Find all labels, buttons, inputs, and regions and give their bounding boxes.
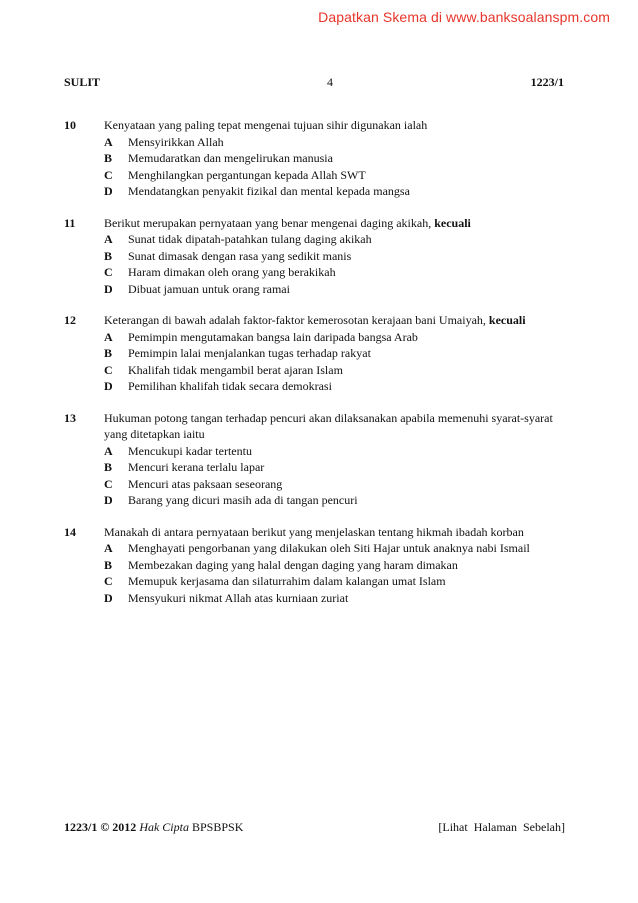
- question-stem-text: Manakah di antara pernyataan berikut yang menjelaskan tentang hikmah ibadah korban: [104, 524, 524, 539]
- option-text: Pemimpin lalai menjalankan tugas terhadap rakyat: [128, 346, 371, 360]
- question-number: 14: [64, 524, 76, 539]
- confidentiality-label: SULIT: [64, 75, 101, 89]
- option-letter: B: [104, 248, 113, 263]
- footer-copyright: [64, 820, 243, 835]
- option-c: [104, 362, 569, 379]
- option-text: Khalifah tidak mengambil berat ajaran Islam: [128, 362, 343, 377]
- footer-paper-code: 1223/1: [64, 820, 98, 834]
- option-text: Memupuk kerjasama dan silaturrahim dalam kalangan umat Islam: [128, 574, 446, 588]
- page-footer: [64, 820, 565, 836]
- question-stem-text: Kenyataan yang paling tepat mengenai tujuan sihir digunakan ialah: [104, 118, 428, 132]
- option-letter: A: [104, 329, 113, 344]
- option-text: Mensyukuri nikmat Allah atas kurniaan zuriat: [128, 590, 349, 605]
- source-banner: Dapatkan Skema di www.banksoalanspm.com: [318, 9, 610, 25]
- option-text: Mencuri kerana terlalu lapar: [128, 460, 265, 474]
- option-letter: B: [104, 460, 113, 474]
- option-text: Memudaratkan dan mengelirukan manusia: [128, 151, 333, 165]
- option-d: [104, 281, 569, 298]
- option-letter: C: [104, 362, 113, 377]
- option-d: [104, 183, 569, 200]
- option-text: Dibuat jamuan untuk orang ramai: [128, 281, 290, 296]
- page-number: 4: [327, 75, 333, 89]
- question-stem-emphasis: kecuali: [488, 313, 526, 327]
- option-letter: B: [104, 557, 113, 572]
- option-a: [104, 231, 569, 248]
- question-12: [64, 312, 569, 395]
- question-number: 10: [64, 118, 76, 132]
- option-d: [104, 590, 569, 607]
- question-stem: [104, 117, 569, 134]
- option-letter: A: [104, 541, 113, 555]
- question-14: [64, 524, 569, 607]
- option-b: [104, 345, 569, 362]
- option-text: Mencukupi kadar tertentu: [128, 443, 252, 458]
- question-number: 11: [64, 215, 76, 230]
- option-c: [104, 476, 569, 493]
- option-text: Sunat tidak dipatah-patahkan tulang daging akikah: [128, 232, 372, 246]
- option-letter: C: [104, 265, 113, 279]
- question-number: 13: [64, 410, 76, 425]
- option-text: Pemilihan khalifah tidak secara demokrasi: [128, 379, 332, 393]
- option-a: [104, 540, 569, 557]
- option-b: [104, 557, 569, 574]
- option-letter: D: [104, 379, 113, 393]
- question-stem: [104, 215, 569, 232]
- option-letter: C: [104, 476, 113, 491]
- option-a: [104, 443, 569, 460]
- option-text: Haram dimakan oleh orang yang berakikah: [128, 265, 336, 279]
- option-c: [104, 264, 569, 281]
- option-b: [104, 248, 569, 265]
- option-letter: C: [104, 574, 113, 588]
- option-text: Menghilangkan pergantungan kepada Allah SWT: [128, 167, 366, 182]
- option-letter: D: [104, 590, 113, 605]
- option-a: [104, 134, 569, 151]
- option-c: [104, 573, 569, 590]
- footer-hak-cipta: Hak Cipta: [139, 820, 189, 834]
- option-letter: B: [104, 151, 113, 165]
- option-letter: A: [104, 232, 113, 246]
- question-stem-text: Keterangan di bawah adalah faktor-faktor kemerosotan kerajaan bani Umaiyah,: [104, 313, 489, 327]
- option-letter: C: [104, 167, 113, 182]
- option-text: Mendatangkan penyakit fizikal dan mental kepada mangsa: [128, 184, 410, 198]
- paper-code: 1223/1: [530, 75, 564, 89]
- option-text: Menghayati pengorbanan yang dilakukan oleh Siti Hajar untuk anaknya nabi Ismail: [128, 541, 530, 555]
- question-13: [64, 410, 569, 509]
- question-stem-emphasis: kecuali: [434, 215, 471, 230]
- option-d: [104, 492, 569, 509]
- footer-owner: BPSBPSK: [188, 820, 244, 834]
- option-letter: D: [104, 184, 113, 198]
- question-stem: [104, 312, 569, 329]
- page-header: [64, 75, 564, 91]
- question-stem-text: Berikut merupakan pernyataan yang benar mengenai daging akikah,: [104, 215, 435, 230]
- option-text: Mensyirikkan Allah: [128, 134, 224, 149]
- option-text: Membezakan daging yang halal dengan daging yang haram dimakan: [128, 557, 458, 572]
- question-stem: [104, 524, 569, 541]
- option-b: [104, 150, 569, 167]
- question-number: 12: [64, 313, 76, 327]
- question-11: [64, 215, 569, 298]
- question-stem-text: Hukuman potong tangan terhadap pencuri akan dilaksanakan apabila memenuhi syarat-syarat yang ditetapkan iaitu: [104, 410, 553, 441]
- option-text: Pemimpin mengutamakan bangsa lain daripada bangsa Arab: [128, 329, 418, 344]
- question-10: [64, 117, 569, 200]
- option-letter: B: [104, 346, 113, 360]
- question-stem: [104, 410, 569, 443]
- option-letter: D: [104, 493, 113, 507]
- footer-year: © 2012: [97, 820, 140, 834]
- option-text: Mencuri atas paksaan seseorang: [128, 476, 283, 491]
- option-d: [104, 378, 569, 395]
- option-b: [104, 459, 569, 476]
- option-letter: D: [104, 281, 113, 296]
- option-text: Sunat dimasak dengan rasa yang sedikit manis: [128, 248, 352, 263]
- option-letter: A: [104, 134, 113, 149]
- option-text: Barang yang dicuri masih ada di tangan pencuri: [128, 493, 358, 507]
- option-c: [104, 167, 569, 184]
- question-list: [64, 117, 569, 621]
- option-letter: A: [104, 443, 113, 458]
- next-page-note: [Lihat Halaman Sebelah]: [438, 820, 565, 834]
- option-a: [104, 329, 569, 346]
